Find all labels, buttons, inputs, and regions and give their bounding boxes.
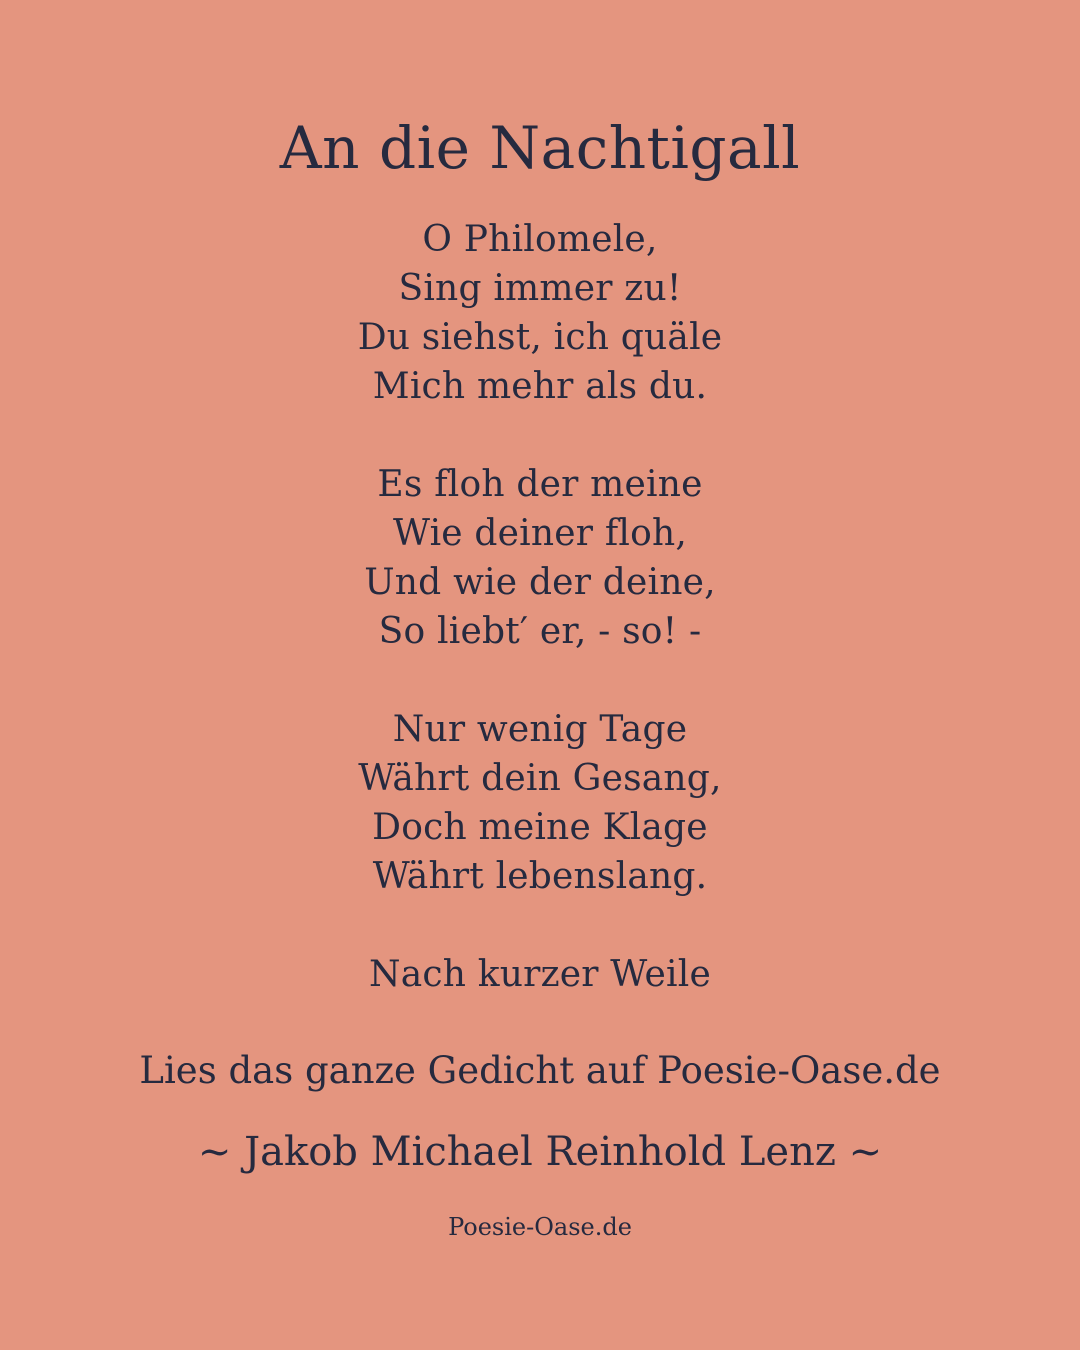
poem-line: O Philomele, [422,219,658,260]
poem-line: Es floh der meine [377,464,703,505]
stanza-3 [0,705,1080,901]
poem-line: Nach kurzer Weile [369,954,711,995]
site-name: Poesie-Oase.de [448,1213,632,1241]
poem-line: Wie deiner floh, [393,513,687,554]
poem-title: An die Nachtigall [279,114,801,182]
poem-line: Sing immer zu! [398,268,682,309]
read-full-poem-text: Lies das ganze Gedicht auf Poesie-Oase.de [139,1049,941,1092]
stanza-4 [0,950,1080,999]
poem-line: Nur wenig Tage [392,709,688,750]
poem-line: Du siehst, ich quäle [357,317,723,358]
poem-line: Mich mehr als du. [372,366,708,407]
author-name: ~ Jakob Michael Reinhold Lenz ~ [197,1129,883,1175]
poem-line: Doch meine Klage [372,807,708,848]
stanza-1 [0,215,1080,411]
stanza-2 [0,460,1080,656]
poem-line: So liebt′ er, - so! - [378,611,702,652]
poem-line: Währt dein Gesang, [358,758,722,799]
poem-line: Währt lebenslang. [372,856,708,897]
poem-line: Und wie der deine, [364,562,716,603]
